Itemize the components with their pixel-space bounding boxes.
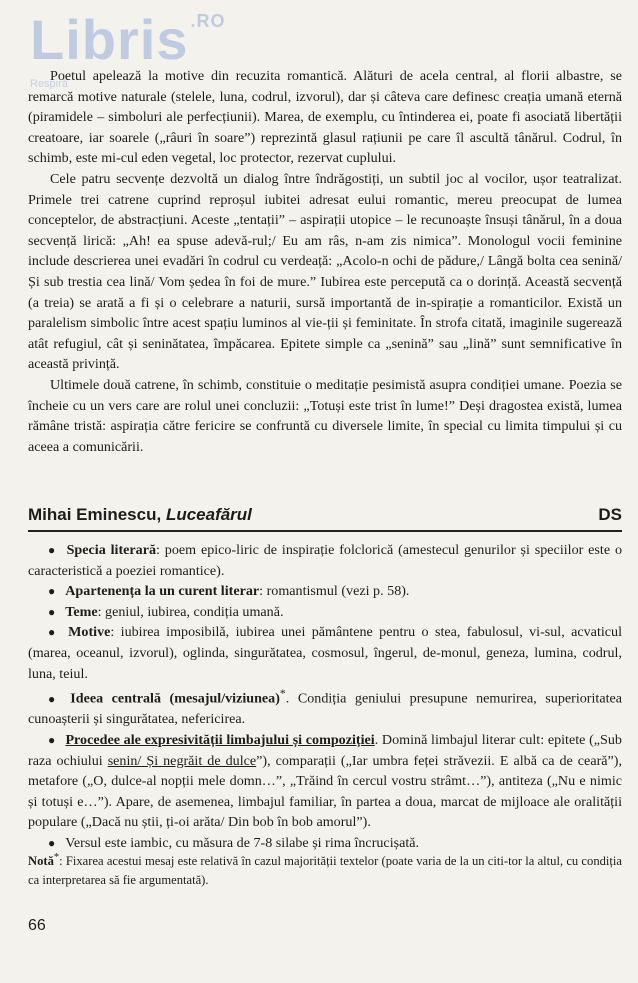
paragraph-3: Ultimele două catrene, în schimb, constituie o meditație pesimistă asupra condiției umane. Poezia se încheie cu un vers care are rolul unei concluzii: „Totuși este trist în lume!” Deși dragostea există, lumea rămâne tristă: aspirația către fericire se confruntă cu diversele limite, în special cu limita timpului și cu aceea a comunicării. [28,376,622,455]
bullet-icon: ● [48,836,56,850]
bullet-icon: ● [48,543,57,557]
bullet-label: Procedee ale expresivității limbajului și compoziției [65,732,375,749]
bullet-item [28,622,622,684]
bullet-text: . Condiția geniului presupune nemurirea, superioritatea cunoașterii și singurătatea, nefericirea. [28,690,622,728]
bullet-text: Versul este iambic, cu măsura de 7-8 silabe și rima încrucișată. [65,835,420,851]
watermark-sub: Respiră [30,78,68,90]
bullet-label: Teme [65,603,98,620]
footnote-label: Notă [28,854,54,869]
paragraph-1: Poetul apelează la motive din recuzita romantică. Alături de acela central, al florii albastre, se remarcă motive naturale (stelele, luna, codrul, izvorul), dar și câteva care definesc creația umană eternă (piramidele – simboluri ale perfecțiunii). Marea, de exemplu, cu întinderea ei, poate fi asociată libertății creatoare, iar soarele („râuri în soare”) reprezintă glasul rațiunii pe care îl ascultă tânărul. Codrul, în schimb, este mi-cul eden vegetal, loc protector, rezervat cuplului. [28,68,622,167]
bullet-icon: ● [48,691,61,706]
page [28,0,622,983]
bullet-label: Specia literară [66,542,156,558]
bullet-item [28,581,622,602]
watermark-suffix: .RO [190,11,226,31]
bullet-icon: ● [48,733,56,748]
bullet-label: Apartenența la un curent literar [65,583,260,600]
section-tag: DS [598,505,622,524]
bullet-text: : romantismul (vezi p. 58). [259,583,410,600]
section-title: Luceafărul [165,505,252,524]
footnote [28,848,622,890]
bullet-item [28,730,622,833]
section-divider [28,530,622,532]
bullet-item [28,602,622,623]
bullet-item [28,540,622,581]
bullet-list [28,540,622,854]
bullet-icon: ● [48,584,56,599]
bullet-item [28,684,622,730]
paragraph-2: Cele patru secvențe dezvoltă un dialog între îndrăgostiți, un subtil joc al vocilor, ușor teatralizat. Primele trei catrene cuprind reproșul iubitei adresat eului romantic, mereu preocupat de lumea conceptelor, de abstracțiuni. Aceste „tentații” – aspirații utopice – le recunoaște însuși tânărul, în a doua secvență lirică: „Ah! ea spuse adevă-rul;/ Eu am râs, n-am zis nimica”. Monologul vocii feminine include descrierea unei evadări în codrul cu verdeață: „Acolo-n ochi de pădure,/ Lângă bolta cea senină/ Și sub trestia cea lină/ Vom ședea în foi de mure.” Iubirea este percepută ca o dorință. Această secvență (a treia) se arată a fi și o celebrare a naturii, sursă importantă de in-spirație a romanticilor. Există un paralelism simbolic între acest spațiu luminos al vie-ții și feminitate. În strofa citată, imaginile sugerează atât refugiul, cât și seninătatea, împăcarea. Epitete simple ca „senină” sau „lină” sunt semnificative în această privință. [28,170,622,373]
watermark-brand: Libris [30,8,189,71]
body-text [28,66,622,457]
section-author: Mihai Eminescu, [28,505,166,524]
bullet-icon: ● [48,604,56,619]
bullet-icon: ● [48,625,59,640]
underlined-quote: senin/ Și negrăit de dulce [107,752,257,769]
bullet-text: : poem epico-liric de inspirație folclorică (amestecul genurilor și speciilor este o caracteristică a poeziei romantice). [28,542,622,579]
bullet-label: Motive [68,624,111,641]
bullet-text: ”), comparații („Iar umbra feței străvezii. E albă ca de ceară”), metafore („O, dulce-al nopții mele domn…”, „Trăind în cercul vostru strâmt…”), antiteza („Nu e nimic și totuși e…”). Apare, de asemenea, limbajul familiar, în partea a doua, marcat de mijloace ale oralității populare („Dacă nu știi, ți-oi arăta/ Din bob în bob amorul”). [28,752,622,831]
section-heading [28,505,622,525]
footnote-marker: * [53,852,60,863]
bullet-label: Ideea centrală (mesajul/viziunea) [70,690,280,707]
bullet-text: . Domină limbajul literar cult: epitete („Sub raza ochiului [28,732,622,769]
footnote-marker: * [279,687,286,701]
bullet-text: : iubirea imposibilă, iubirea unei pământene pentru o stea, fabulosul, vi-sul, acvaticul (marea, oceanul, izvorul), oglinda, singurătatea, cosmosul, îngerul, de-monul, geneza, lumina, codrul, luna, teiul. [28,624,622,682]
page-number: 66 [28,917,46,934]
bullet-text: : geniul, iubirea, condiția umană. [97,603,284,620]
footnote-text: : Fixarea acestui mesaj este relativă în cazul majorității textelor (poate varia de la un citi-tor la altul, cu condiția ca interpretarea să fie argumentată). [28,854,622,888]
